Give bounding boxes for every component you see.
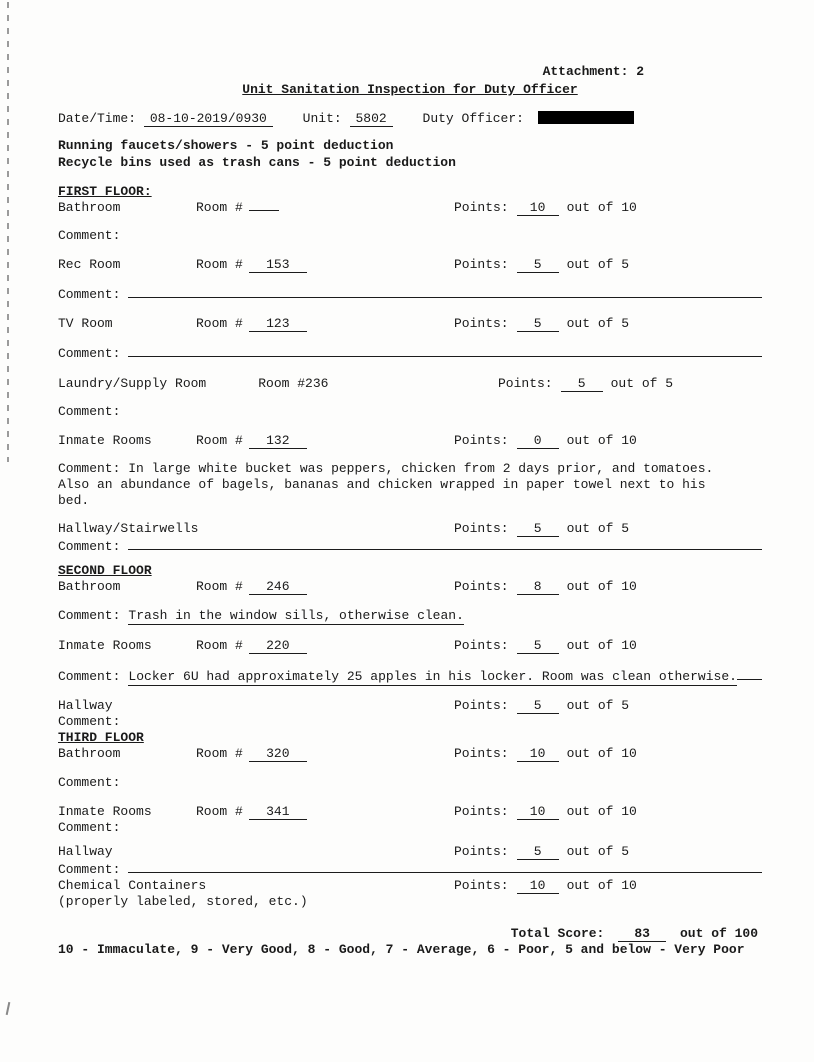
points-group (454, 746, 637, 762)
row-second-hallway (58, 698, 762, 714)
points-out-of: out of 10 (566, 433, 637, 448)
room-number-value: 132 (249, 434, 307, 449)
comment-blank-line (128, 344, 762, 357)
room-number-value: 320 (249, 747, 307, 762)
room-number-label: Room # (196, 316, 243, 331)
points-out-of: out of 5 (566, 698, 630, 713)
total-score-out-of: out of 100 (679, 926, 758, 941)
comment-label: Comment: (58, 228, 121, 243)
room-number-value: 341 (249, 805, 307, 820)
points-label: Points: (454, 878, 509, 893)
date-time-label: Date/Time: (58, 111, 137, 126)
area-name: Rec Room (58, 257, 121, 272)
room-number-label: Room # (196, 804, 243, 819)
area-name: Laundry/Supply Room (58, 376, 207, 391)
comment-blank-line (128, 860, 762, 873)
room-number-label: Room # (196, 579, 243, 594)
deduction-notes (58, 137, 762, 171)
attachment-label: Attachment: 2 (542, 64, 644, 79)
comment-label: Comment: (58, 775, 121, 790)
area-name: TV Room (58, 316, 113, 331)
row-first-tv-room (58, 316, 762, 332)
comment-row (58, 608, 762, 625)
points-group (454, 433, 637, 449)
area-name: Hallway (58, 844, 113, 859)
points-group (454, 316, 629, 332)
points-group (454, 804, 637, 820)
row-first-rec-room (58, 257, 762, 273)
room-number-value: 153 (249, 258, 307, 273)
comment-label: Comment: (58, 669, 121, 684)
comment-row (58, 228, 762, 244)
room-number-label: Room # (196, 638, 243, 653)
floor-heading-third: THIRD FLOOR (58, 730, 144, 745)
comment-label: Comment: (58, 404, 121, 419)
area-name: Inmate Rooms (58, 804, 152, 819)
room-number-label: Room #236 (258, 376, 329, 391)
points-label: Points: (454, 433, 509, 448)
row-third-bathroom (58, 746, 762, 762)
comment-text: Trash in the window sills, otherwise clean. (128, 608, 464, 623)
points-out-of: out of 10 (566, 804, 637, 819)
points-out-of: out of 5 (566, 257, 630, 272)
points-value: 5 (517, 258, 559, 273)
page-title: Unit Sanitation Inspection for Duty Officer (242, 82, 578, 97)
area-name: Bathroom (58, 579, 121, 594)
area-name: Bathroom (58, 200, 121, 215)
comment-row (58, 285, 762, 303)
room-number-label: Room # (196, 200, 243, 215)
points-out-of: out of 10 (566, 746, 637, 761)
points-out-of: out of 5 (566, 316, 630, 331)
points-group (454, 579, 637, 595)
total-score-label: Total Score: (510, 926, 605, 941)
comment-row (58, 404, 762, 420)
area-name: Inmate Rooms (58, 638, 152, 653)
area-name: Chemical Containers (58, 878, 207, 893)
points-value: 5 (517, 699, 559, 714)
comment-row (58, 461, 734, 509)
points-value: 10 (517, 805, 559, 820)
points-group (454, 257, 629, 273)
comment-label: Comment: (58, 862, 121, 877)
points-out-of: out of 10 (566, 638, 637, 653)
row-second-bathroom (58, 579, 762, 595)
comment-label: Comment: (58, 539, 121, 554)
points-out-of: out of 10 (566, 878, 637, 893)
unit-label: Unit: (302, 111, 342, 126)
points-value: 10 (517, 201, 559, 216)
points-out-of: out of 5 (566, 521, 630, 536)
points-out-of: out of 5 (610, 376, 674, 391)
points-group (454, 698, 629, 714)
points-label: Points: (454, 638, 509, 653)
form-meta-line (58, 111, 762, 127)
points-out-of: out of 10 (566, 200, 637, 215)
points-label: Points: (454, 521, 509, 536)
floor-heading-first: FIRST FLOOR: (58, 184, 152, 199)
points-value: 10 (517, 747, 559, 762)
comment-label: Comment: (58, 608, 121, 623)
points-value: 8 (517, 580, 559, 595)
comment-label: Comment: (58, 820, 121, 835)
room-number-value: 220 (249, 639, 307, 654)
room-number-value (249, 210, 279, 211)
total-score-line (58, 926, 762, 942)
duty-officer-redaction (538, 111, 634, 124)
comment-label: Comment: (58, 346, 121, 361)
comment-row (58, 860, 762, 878)
comment-row (58, 537, 762, 555)
points-out-of: out of 5 (566, 844, 630, 859)
deduction-note-2: Recycle bins used as trash cans - 5 point deduction (58, 155, 456, 170)
row-third-hallway (58, 844, 762, 860)
points-group (454, 200, 637, 216)
comment-text: In large white bucket was peppers, chicken from 2 days prior, and tomatoes. Also an abundance of bagels, bananas and chicken wrapped in paper towel next to his bed. (58, 461, 714, 508)
comment-blank-line (128, 285, 762, 298)
date-time-value: 08-10-2019/0930 (144, 112, 273, 127)
comment-row (58, 820, 762, 836)
scan-edge-artifact-bottom (6, 1002, 11, 1015)
points-group (454, 521, 629, 537)
room-number-label: Room # (196, 433, 243, 448)
deduction-note-1: Running faucets/showers - 5 point deduction (58, 138, 394, 153)
points-label: Points: (454, 804, 509, 819)
row-first-inmate-rooms (58, 433, 762, 449)
points-group (454, 878, 637, 894)
row-third-inmate-rooms (58, 804, 762, 820)
comment-blank-line (128, 537, 762, 550)
points-value: 5 (517, 639, 559, 654)
points-label: Points: (454, 579, 509, 594)
comment-row (58, 714, 762, 730)
row-first-hallway (58, 521, 762, 537)
points-out-of: out of 10 (566, 579, 637, 594)
floor-heading-second: SECOND FLOOR (58, 563, 152, 578)
comment-text: Locker 6U had approximately 25 apples in his locker. Room was clean otherwise. (128, 669, 737, 684)
points-value: 5 (517, 522, 559, 537)
points-label: Points: (454, 316, 509, 331)
row-chemical-containers (58, 878, 762, 894)
room-number-value: 246 (249, 580, 307, 595)
comment-label: Comment: (58, 461, 121, 476)
room-number-label: Room # (196, 746, 243, 761)
area-name: Bathroom (58, 746, 121, 761)
points-label: Points: (454, 257, 509, 272)
chemical-containers-note: (properly labeled, stored, etc.) (58, 894, 308, 909)
comment-label: Comment: (58, 714, 121, 729)
points-value: 5 (517, 845, 559, 860)
comment-row (58, 344, 762, 362)
points-label: Points: (498, 376, 553, 391)
points-value: 0 (517, 434, 559, 449)
points-group (454, 844, 629, 860)
score-legend: 10 - Immaculate, 9 - Very Good, 8 - Good, 7 - Average, 6 - Poor, 5 and below - Very Poor (58, 942, 745, 957)
room-number-label: Room # (196, 257, 243, 272)
unit-value: 5802 (350, 112, 393, 127)
scan-edge-artifact (7, 2, 9, 462)
comment-row (58, 667, 762, 686)
area-name: Hallway/Stairwells (58, 521, 199, 536)
row-second-inmate-rooms (58, 638, 762, 654)
comment-label: Comment: (58, 287, 121, 302)
comment-blank-line (737, 667, 762, 680)
points-label: Points: (454, 200, 509, 215)
points-group (454, 638, 637, 654)
total-score-value: 83 (618, 927, 666, 942)
points-label: Points: (454, 698, 509, 713)
points-value: 5 (517, 317, 559, 332)
points-value: 5 (561, 377, 603, 392)
comment-row (58, 775, 762, 791)
row-first-laundry (58, 376, 762, 392)
area-name: Hallway (58, 698, 113, 713)
duty-officer-label: Duty Officer: (422, 111, 524, 126)
points-label: Points: (454, 844, 509, 859)
room-number-value: 123 (249, 317, 307, 332)
points-group (498, 376, 673, 392)
points-value: 10 (517, 879, 559, 894)
row-first-bathroom (58, 200, 762, 216)
points-label: Points: (454, 746, 509, 761)
area-name: Inmate Rooms (58, 433, 152, 448)
